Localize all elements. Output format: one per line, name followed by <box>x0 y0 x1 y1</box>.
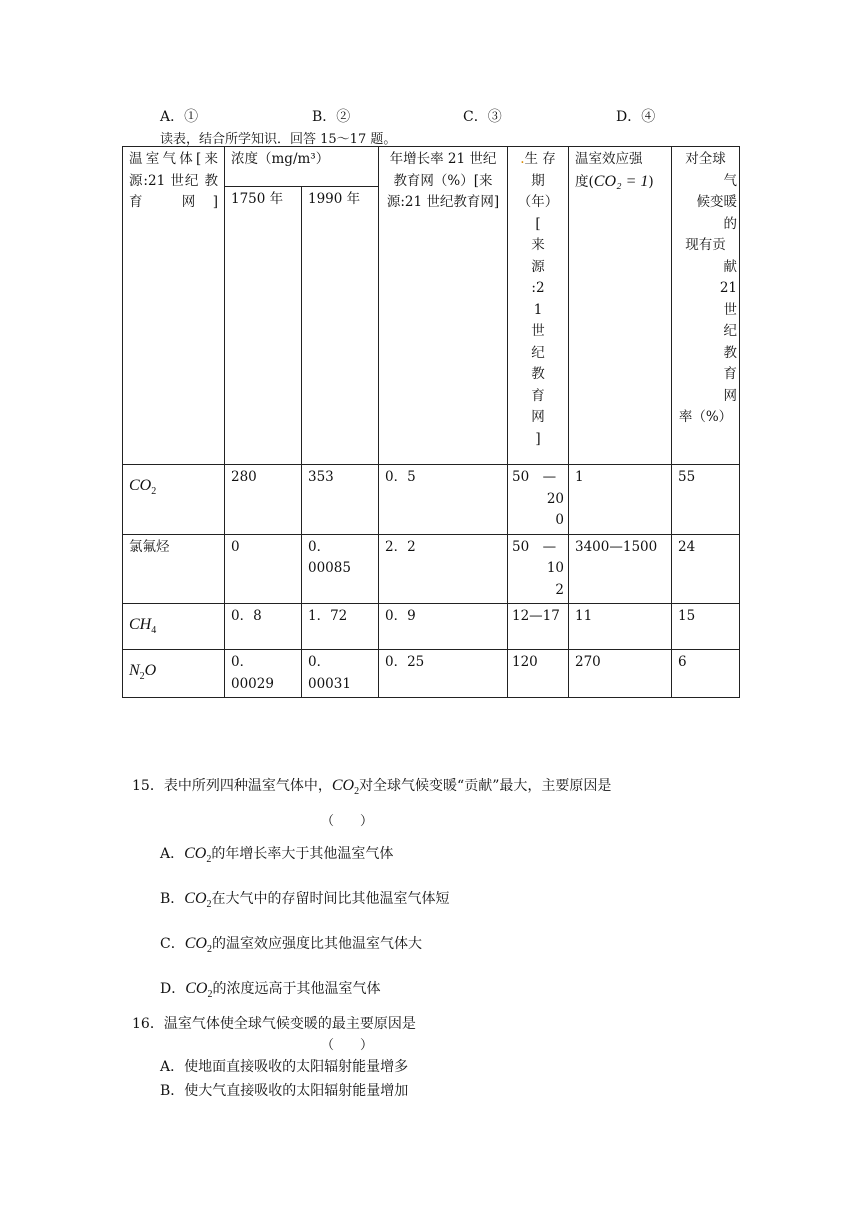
question-16-answer-blank: （ ） <box>321 1038 374 1053</box>
header-1750: 1750 年 <box>225 187 302 465</box>
lifetime-header-char: 期 <box>531 172 545 189</box>
table-row <box>123 465 740 535</box>
lifetime-header-char: 来 <box>531 237 545 253</box>
header-concentration: 浓度（mg/m³） <box>225 147 379 187</box>
cell-gas: 氯氟烃 <box>123 534 225 604</box>
cell-lifetime <box>508 465 569 535</box>
lifetime-value: 50 — <box>512 469 557 485</box>
lifetime-header-char: 世 <box>531 323 545 339</box>
cell-1750: 0 <box>225 534 302 604</box>
contribution-header-char: 纪 <box>723 323 737 339</box>
contribution-header-char: 对全球 <box>685 151 726 167</box>
lifetime-header-char: （年） <box>517 194 559 210</box>
cell-growth-rate: 0．25 <box>379 650 508 698</box>
cell-lifetime <box>508 604 569 650</box>
cell-1750: 0．00029 <box>225 650 302 698</box>
contribution-header-char: 现有贡 <box>685 237 726 253</box>
cell-contribution: 6 <box>672 650 740 698</box>
question-16-option-b: B．使大气直接吸收的太阳辐射能量增加 <box>160 1083 409 1099</box>
header-gas: 温室气体[来源:21 世纪 教 育 网] <box>123 147 225 465</box>
cell-contribution: 15 <box>672 604 740 650</box>
lifetime-header-char: 教 <box>531 366 545 382</box>
contribution-header-char: 率（%） <box>678 409 733 425</box>
cell-1750: 0．8 <box>225 604 302 650</box>
header-contribution <box>672 147 740 465</box>
cell-1750: 280 <box>225 465 302 535</box>
question-15-stem: 15．表中所列四种温室气体中，$CO_2$对全球气候变暖“贡献”最大，主要原因是 <box>132 777 612 798</box>
cell-gas: $CO_2$ <box>123 465 225 535</box>
cell-contribution: 24 <box>672 534 740 604</box>
cell-gas: $N_2O$ <box>123 650 225 698</box>
contribution-header-char: 育 <box>723 366 737 382</box>
option-b-prev: B．② <box>312 109 351 125</box>
lifetime-value: 102 <box>546 560 564 598</box>
cell-contribution: 55 <box>672 465 740 535</box>
cell-gas: $CH_4$ <box>123 604 225 650</box>
greenhouse-gas-table <box>122 146 740 698</box>
table-intro: 读表，结合所学知识．回答 15～17 题。 <box>160 132 397 147</box>
lifetime-header-char: 网 <box>531 409 545 425</box>
cell-lifetime <box>508 650 569 698</box>
question-16-option-a: A．使地面直接吸收的太阳辐射能量增多 <box>160 1059 409 1075</box>
header-growth-rate: 年增长率 21 世纪教育网（%）[来源:21 世纪教育网] <box>379 147 508 465</box>
table-row <box>123 534 740 604</box>
header-lifetime: .生 存 期 （年） [ 来 源 :2 1 世 纪 教 育 网 ] <box>508 147 569 465</box>
header-effect-strength: 温室效应强 度(CO₂ = 1) <box>569 147 672 465</box>
cell-1990: 0．00085 <box>302 534 379 604</box>
question-15-option-c: C．$CO_2$的温室效应强度比其他温室气体大 <box>160 935 422 956</box>
question-16-stem: 16．温室气体使全球气候变暖的最主要原因是 <box>132 1016 416 1032</box>
lifetime-value: 12—17 <box>512 608 560 624</box>
lifetime-header-char: 纪 <box>531 344 545 361</box>
cell-1990: 1．72 <box>302 604 379 650</box>
contribution-header-char: 候变暖 <box>696 194 737 210</box>
contribution-header-char: 气 <box>723 172 737 189</box>
cell-effect-strength: 3400—1500 <box>569 534 672 604</box>
question-15-answer-blank: （ ） <box>321 814 374 829</box>
option-a-prev: A．① <box>160 109 199 125</box>
cell-1990: 353 <box>302 465 379 535</box>
header-1990: 1990 年 <box>302 187 379 465</box>
contribution-header-char: 献 <box>723 258 737 275</box>
cell-1990: 0．00031 <box>302 650 379 698</box>
question-15-option-b: B．$CO_2$在大气中的存留时间比其他温室气体短 <box>160 890 450 911</box>
lifetime-header-char: ] <box>535 430 541 447</box>
lifetime-header-char: :2 <box>531 280 545 296</box>
table-row <box>123 650 740 698</box>
cell-effect-strength: 11 <box>569 604 672 650</box>
lifetime-value: 120 <box>512 654 538 670</box>
table-row <box>123 604 740 650</box>
contribution-header-char: 教 <box>723 344 737 361</box>
lifetime-header-char: [ <box>535 215 541 232</box>
question-15-option-a: A．$CO_2$的年增长率大于其他温室气体 <box>160 845 394 866</box>
lifetime-header-char: 源 <box>531 258 545 275</box>
option-c-prev: C．③ <box>463 109 502 125</box>
cell-effect-strength: 270 <box>569 650 672 698</box>
question-15-option-d: D．$CO_2$的浓度远高于其他温室气体 <box>160 980 381 1001</box>
cell-growth-rate: 0．5 <box>379 465 508 535</box>
option-d-prev: D．④ <box>616 109 656 125</box>
cell-growth-rate: 0．9 <box>379 604 508 650</box>
lifetime-value: 50 — <box>512 538 557 555</box>
cell-growth-rate: 2．2 <box>379 534 508 604</box>
lifetime-value: 200 <box>546 490 564 528</box>
contribution-header-char: 世 <box>723 301 737 318</box>
lifetime-header-char: 育 <box>531 387 545 404</box>
contribution-header-char: 的 <box>723 215 737 232</box>
contribution-header-char: 网 <box>723 387 737 404</box>
contribution-header-char: 21 <box>719 280 737 296</box>
cell-effect-strength: 1 <box>569 465 672 535</box>
lifetime-header-char: 1 <box>533 301 543 318</box>
cell-lifetime <box>508 534 569 604</box>
